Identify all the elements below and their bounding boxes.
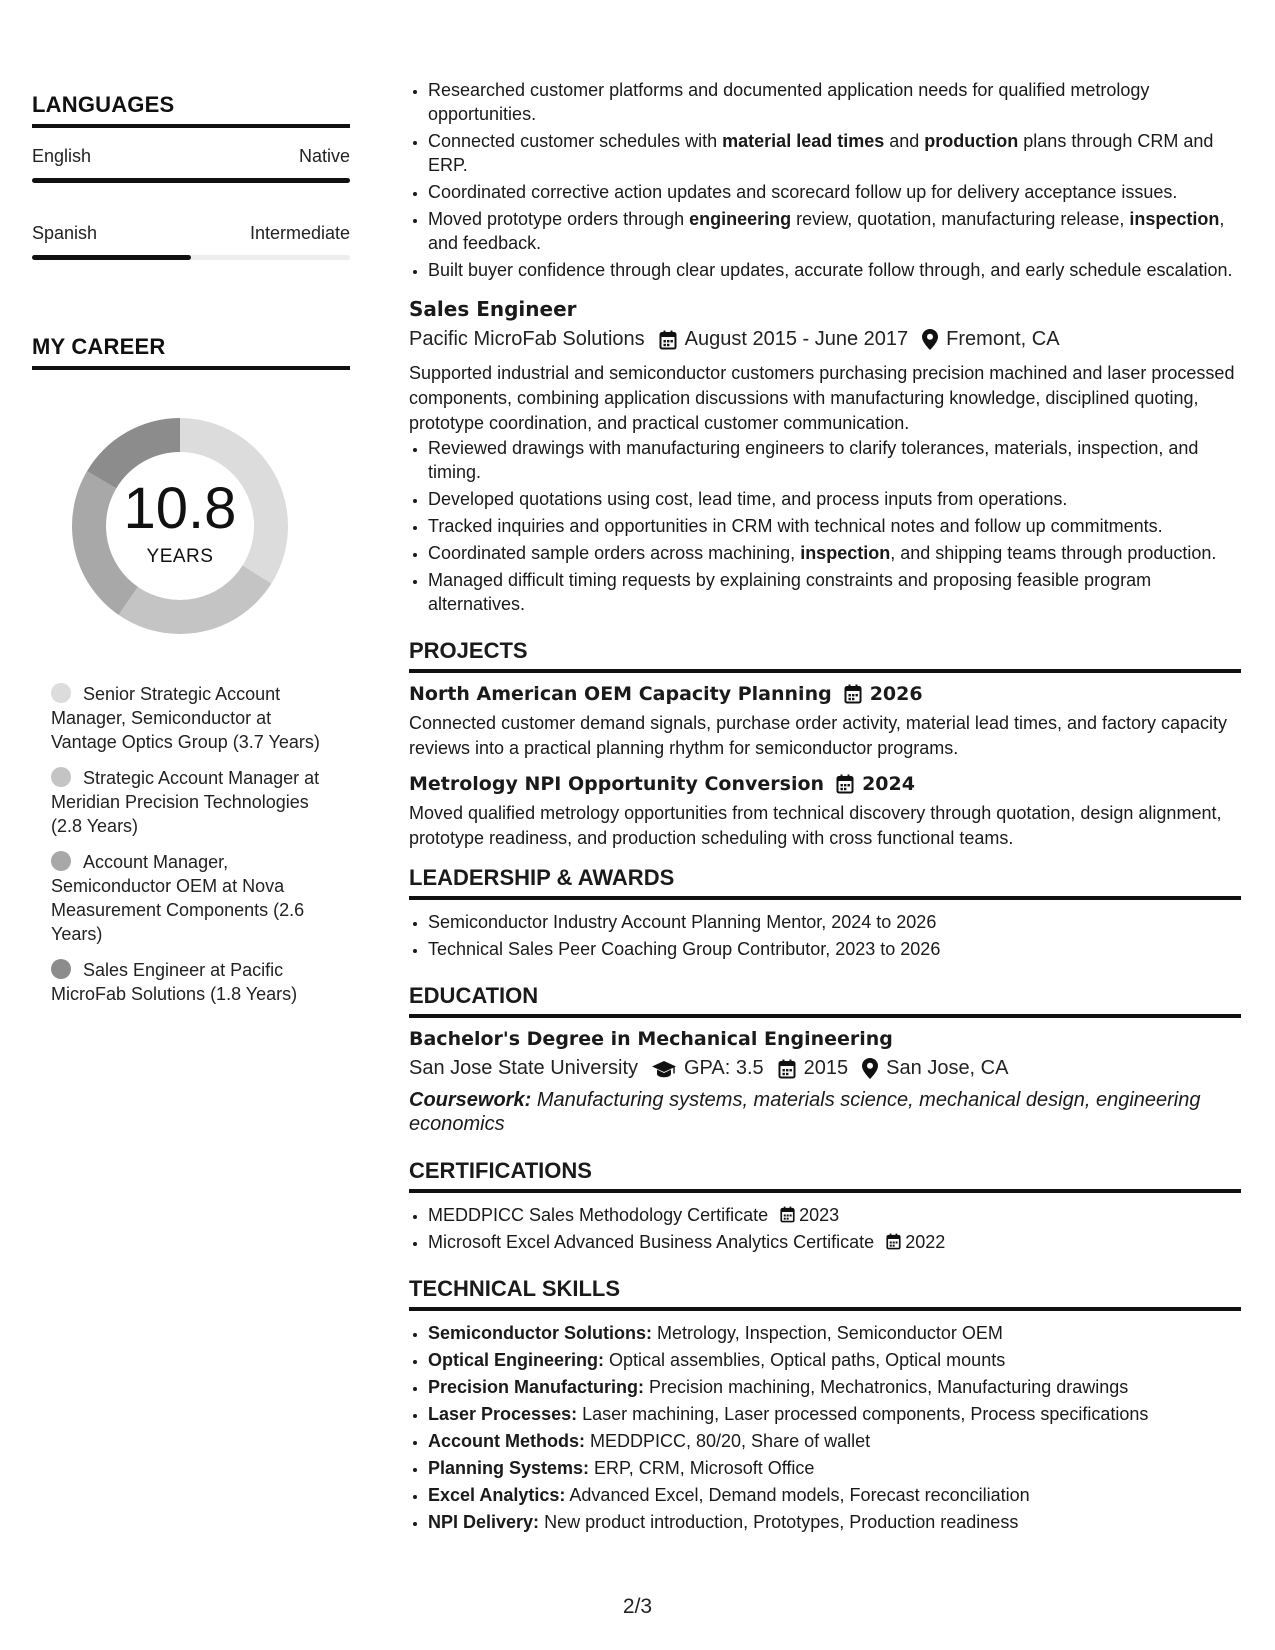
certification-name: MEDDPICC Sales Methodology Certificate: [428, 1205, 769, 1225]
skill-item: [428, 1402, 1241, 1426]
calendar-icon: [659, 330, 677, 350]
career-heading: MY CAREER: [32, 334, 350, 370]
previous-job-bullets: [409, 78, 1241, 282]
location-pin-icon: [862, 1058, 878, 1079]
experience-bullet: • Researched customer platforms and documented application needs for qualified metrology opportunities.: [428, 78, 1241, 126]
graduation-cap-icon: [652, 1060, 676, 1078]
skill-values: Metrology, Inspection, Semiconductor OEM: [652, 1323, 1003, 1343]
school-name: San Jose State University: [409, 1057, 638, 1079]
calendar-icon: [780, 1206, 795, 1223]
experience-bullet: • Built buyer confidence through clear updates, accurate follow through, and early schedule escalation.: [428, 258, 1241, 282]
school-location: San Jose, CA: [886, 1057, 1009, 1079]
legend-label: Sales Engineer at Pacific MicroFab Solutions (1.8 Years): [51, 960, 298, 1004]
calendar-icon: [886, 1233, 901, 1250]
experience-bullet: • Tracked inquiries and opportunities in CRM with technical notes and follow up commitments.: [428, 514, 1241, 538]
gpa: GPA: 3.5: [684, 1057, 764, 1079]
experience-bullet: • Connected customer schedules with material lead times and production plans through CRM and ERP.: [428, 129, 1241, 177]
skills-list: [409, 1321, 1241, 1534]
experience-bullet: • Coordinated sample orders across machining, inspection, and shipping teams through production.: [428, 541, 1241, 565]
skill-values: New product introduction, Prototypes, Production readiness: [539, 1512, 1019, 1532]
coursework-label: Coursework:: [409, 1089, 532, 1111]
skill-category: Laser Processes:: [428, 1404, 578, 1424]
career-legend-item: [51, 682, 326, 754]
skill-category: Planning Systems:: [428, 1458, 590, 1478]
career-legend-item: [51, 766, 326, 838]
legend-label: Strategic Account Manager at Meridian Precision Technologies (2.8 Years): [51, 768, 320, 836]
leadership-item: • Semiconductor Industry Account Planning Mentor, 2024 to 2026: [428, 910, 1241, 934]
skill-values: Optical assemblies, Optical paths, Optical mounts: [604, 1350, 1006, 1370]
certification-year: 2022: [905, 1232, 946, 1252]
graduation-year: 2015: [803, 1057, 849, 1079]
language-level: Intermediate: [249, 223, 350, 243]
project-title: [409, 683, 1241, 705]
career-total-unit: YEARS: [146, 546, 214, 567]
language-proficiency-fill: [32, 255, 191, 260]
skill-item: [428, 1375, 1241, 1399]
project-year: 2024: [862, 773, 915, 795]
degree-title: Bachelor's Degree in Mechanical Engineering: [409, 1028, 893, 1050]
certification-year: 2023: [799, 1205, 840, 1225]
skill-item: [428, 1429, 1241, 1453]
experience-bullet: • Developed quotations using cost, lead time, and process inputs from operations.: [428, 487, 1241, 511]
leadership-item: • Technical Sales Peer Coaching Group Contributor, 2023 to 2026: [428, 937, 1241, 961]
job-location: Fremont, CA: [946, 328, 1060, 350]
skill-category: Optical Engineering:: [428, 1350, 605, 1370]
legend-swatch: [51, 959, 71, 979]
education-meta: [409, 1057, 1241, 1080]
education-heading: EDUCATION: [409, 983, 1241, 1018]
leadership-heading: LEADERSHIP & AWARDS: [409, 865, 1241, 900]
skill-values: Laser machining, Laser processed components, Process specifications: [577, 1404, 1149, 1424]
language-name: Spanish: [32, 223, 98, 243]
language-name: English: [32, 146, 92, 166]
page-number: 2/3: [622, 1595, 653, 1618]
project-name: North American OEM Capacity Planning: [409, 683, 832, 705]
legend-swatch: [51, 683, 71, 703]
skill-item: [428, 1456, 1241, 1480]
certification-name: Microsoft Excel Advanced Business Analytics Certificate: [428, 1232, 875, 1252]
experience-bullet: • Reviewed drawings with manufacturing engineers to clarify tolerances, materials, inspection, and timing.: [428, 436, 1241, 484]
certification-item: [428, 1203, 1241, 1227]
skill-item: [428, 1348, 1241, 1372]
projects-list: [409, 683, 1241, 851]
experience-bullet: • Coordinated corrective action updates and scorecard follow up for delivery acceptance issues.: [428, 180, 1241, 204]
certification-item: [428, 1230, 1241, 1254]
leadership-list: [409, 910, 1241, 961]
projects-heading: PROJECTS: [409, 638, 1241, 673]
calendar-icon: [844, 684, 862, 704]
language-item: [32, 223, 350, 260]
career-total-years: 10.8: [123, 476, 237, 541]
location-pin-icon: [922, 329, 938, 350]
skill-item: [428, 1510, 1241, 1534]
job-summary: Supported industrial and semiconductor customers purchasing precision machined and laser processed components, combining application discussions with manufacturing knowledge, disciplined quoting, prototype coordination, and practical customer communication.: [409, 363, 1235, 433]
language-proficiency-bar: [32, 178, 350, 183]
job-bullets: [409, 436, 1241, 616]
project-title: [409, 773, 1241, 795]
legend-label: Account Manager, Semiconductor OEM at Nova Measurement Components (2.6 Years): [51, 852, 305, 944]
experience-bullet: • Managed difficult timing requests by explaining constraints and proposing feasible program alternatives.: [428, 568, 1241, 616]
project-description: Connected customer demand signals, purchase order activity, material lead times, and factory capacity reviews into a practical planning rhythm for semiconductor programs.: [409, 713, 1228, 758]
experience-bullet: • Moved prototype orders through engineering review, quotation, manufacturing release, inspection, and feedback.: [428, 207, 1241, 255]
languages-heading: LANGUAGES: [32, 92, 350, 128]
coursework-text: Manufacturing systems, materials science, mechanical design, engineering economics: [409, 1089, 1201, 1135]
donut-center: [60, 406, 300, 646]
career-donut-chart: [60, 406, 300, 646]
career-legend: [51, 682, 326, 1006]
skill-category: Account Methods:: [428, 1431, 585, 1451]
coursework: [409, 1088, 1241, 1136]
language-proficiency-fill: [32, 178, 350, 183]
left-column: [32, 92, 350, 1018]
language-item: [32, 146, 350, 183]
job-meta: [409, 328, 1241, 351]
career-section: [32, 334, 350, 1006]
certifications-heading: CERTIFICATIONS: [409, 1158, 1241, 1193]
project-name: Metrology NPI Opportunity Conversion: [409, 773, 825, 795]
job-title: Sales Engineer: [409, 297, 577, 321]
right-column: [409, 78, 1241, 1537]
job-company: Pacific MicroFab Solutions: [409, 328, 645, 350]
skill-values: ERP, CRM, Microsoft Office: [589, 1458, 815, 1478]
skill-values: Precision machining, Mechatronics, Manufacturing drawings: [644, 1377, 1129, 1397]
skill-values: MEDDPICC, 80/20, Share of wallet: [585, 1431, 871, 1451]
career-legend-item: [51, 958, 326, 1006]
language-proficiency-bar: [32, 255, 350, 260]
calendar-icon: [836, 774, 854, 794]
skill-item: [428, 1483, 1241, 1507]
legend-swatch: [51, 851, 71, 871]
skill-item: [428, 1321, 1241, 1345]
skills-heading: TECHNICAL SKILLS: [409, 1276, 1241, 1311]
project-year: 2026: [869, 683, 923, 705]
skill-category: NPI Delivery:: [428, 1512, 540, 1532]
language-level: Native: [298, 146, 350, 166]
skill-values: Advanced Excel, Demand models, Forecast reconciliation: [565, 1485, 1030, 1505]
skill-category: Excel Analytics:: [428, 1485, 566, 1505]
skill-category: Semiconductor Solutions:: [428, 1323, 653, 1343]
project-description: Moved qualified metrology opportunities from technical discovery through quotation, design alignment, prototype readiness, and production scheduling with cross functional teams.: [409, 803, 1222, 848]
skill-category: Precision Manufacturing:: [428, 1377, 645, 1397]
certifications-list: [409, 1203, 1241, 1254]
job-dates: August 2015 - June 2017: [684, 328, 909, 350]
legend-label: Senior Strategic Account Manager, Semiconductor at Vantage Optics Group (3.7 Years): [51, 684, 320, 752]
career-legend-item: [51, 850, 326, 946]
calendar-icon: [778, 1059, 796, 1079]
legend-swatch: [51, 767, 71, 787]
